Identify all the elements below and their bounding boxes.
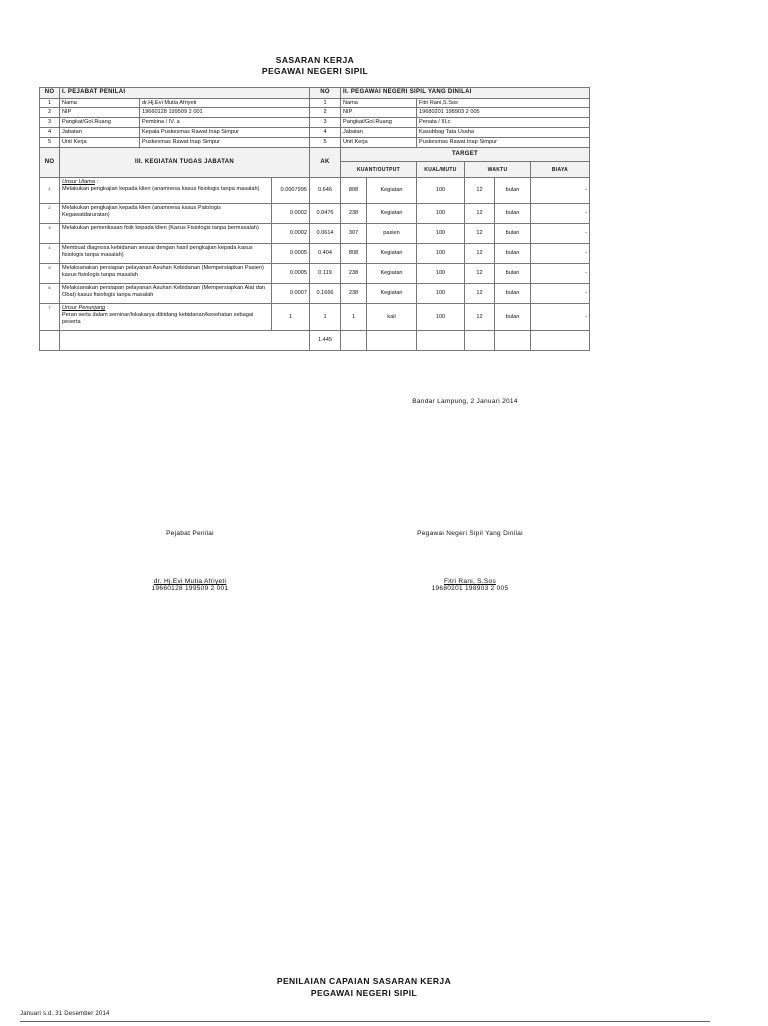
row-no: 2: [40, 204, 60, 224]
row-kuant: 808: [341, 244, 367, 264]
row-kuant: 808: [341, 178, 367, 204]
total-row: [40, 331, 590, 351]
total-empty: [495, 331, 531, 351]
row-kual: 100: [417, 224, 465, 244]
row-ak: 0.1666: [310, 284, 341, 304]
pegawai-dinilai-header: II. PEGAWAI NEGERI SIPIL YANG DINILAI: [341, 88, 590, 99]
row-biaya: -: [531, 204, 590, 224]
row-kuant-unit: Kegiatan: [367, 204, 417, 224]
row-waktu: 12: [465, 304, 495, 331]
row-waktu: 12: [465, 244, 495, 264]
row-waktu-unit: bulan: [495, 264, 531, 284]
left-role: Pejabat Penilai: [166, 530, 214, 537]
kegiatan-row: [40, 284, 590, 304]
penilai-label: NIP: [60, 108, 140, 118]
biaya-header: BIAYA: [531, 162, 590, 178]
row-value: 0.0005: [272, 264, 310, 284]
penilai-label: Pangkat/Gol.Ruang: [60, 118, 140, 128]
row-kual: 100: [417, 264, 465, 284]
identity-row: [40, 128, 590, 138]
target-header: TARGET: [341, 148, 590, 162]
penilai-no: 1: [40, 98, 60, 108]
left-signatory-nip: 19660128 199509 2 001: [151, 585, 229, 592]
row-no: 1: [40, 178, 60, 204]
row-biaya: -: [531, 284, 590, 304]
row-ak: 0.646: [310, 178, 341, 204]
kegiatan-header: III. KEGIATAN TUGAS JABATAN: [60, 148, 310, 178]
kegiatan-row: [40, 178, 590, 204]
dinilai-value: 19680201 198903 2 005: [417, 108, 590, 118]
row-kuant-unit: Kegiatan: [367, 284, 417, 304]
dinilai-no: 2: [310, 108, 341, 118]
kegiatan-row: [40, 224, 590, 244]
dinilai-label: Pangkat/Gol.Ruang: [341, 118, 417, 128]
row-kual: 100: [417, 284, 465, 304]
row-kual: 100: [417, 244, 465, 264]
total-empty: [417, 331, 465, 351]
total-empty: [531, 331, 590, 351]
row-no: 7: [40, 304, 60, 331]
section-header-row: [40, 88, 590, 99]
penilai-value: 19660128 199509 2 001: [140, 108, 310, 118]
row-kuant-unit: Kegiatan: [367, 264, 417, 284]
kegiatan-header-row: [40, 148, 590, 162]
row-no: 5: [40, 264, 60, 284]
row-desc: Melaksanakan persiapan pelayanan Asuhan Kebidanan (Mempersiapkan Pasien) kasus fisiologis tanpa masalah: [60, 264, 272, 284]
row-waktu: 12: [465, 224, 495, 244]
left-signatory: [110, 578, 270, 592]
row-waktu: 12: [465, 178, 495, 204]
row-kuant-unit: kali: [367, 304, 417, 331]
row-waktu: 12: [465, 264, 495, 284]
row-desc: Unsur Penunjang : Peran serta dalam seminar/lokakarya dibidang kebidanan/kesehatan sebagai peserta: [60, 304, 272, 331]
dinilai-value: Puskesmas Rawat Inap Simpur: [417, 138, 590, 148]
dinilai-value: Kasubbag Tata Usaha: [417, 128, 590, 138]
right-signatory: [370, 578, 570, 592]
no2-header: NO: [310, 88, 341, 99]
row-kuant-unit: Kegiatan: [367, 244, 417, 264]
sasaran-kerja-table: [39, 87, 590, 351]
row-kuant: 238: [341, 204, 367, 224]
left-signatory-name: dr. Hj.Evi Mutia Afriyeti: [153, 578, 227, 585]
row-kual: 100: [417, 304, 465, 331]
penilai-no: 4: [40, 128, 60, 138]
row-value: 0.0002: [272, 204, 310, 224]
row-waktu-unit: bulan: [495, 304, 531, 331]
kual-mutu-header: KUAL/MUTU: [417, 162, 465, 178]
dinilai-no: 5: [310, 138, 341, 148]
row-ak: 0.119: [310, 264, 341, 284]
row-waktu: 12: [465, 204, 495, 224]
kegiatan-row: [40, 304, 590, 331]
row-value: 0.0002: [272, 224, 310, 244]
row-waktu: 12: [465, 284, 495, 304]
dinilai-label: NIP: [341, 108, 417, 118]
kegiatan-no-header: NO: [40, 148, 60, 178]
waktu-header: WAKTU: [465, 162, 531, 178]
row-biaya: -: [531, 224, 590, 244]
row-biaya: -: [531, 304, 590, 331]
row-kuant: 1: [341, 304, 367, 331]
pejabat-penilai-header: I. PEJABAT PENILAI: [60, 88, 310, 99]
row-desc: Membuat diagnosa kebidanan sesuai dengan hasil pengkajian kepada kasus fisiologis tanpa masalah): [60, 244, 272, 264]
row-value: 0.0007: [272, 284, 310, 304]
total-empty: [40, 331, 60, 351]
penilai-value: Puskesmas Rawat Inap Simpur: [140, 138, 310, 148]
kuant-output-header: KUANT/OUTPUT: [341, 162, 417, 178]
row-no: 3: [40, 224, 60, 244]
row-kuant: 238: [341, 284, 367, 304]
row-desc: Melakukan pengkajian kepada klien (anamnesa kasus Patologis Kegawatdaruratan): [60, 204, 272, 224]
dinilai-value: Penata / III.c: [417, 118, 590, 128]
penilai-value: Pembina / IV. a: [140, 118, 310, 128]
dinilai-label: Nama: [341, 98, 417, 108]
row-desc: Melaksanakan persiapan pelayanan Asuhan Kebidanan (Mempersiapkan Alat dan Obat) kasus fisiologis tanpa masalah: [60, 284, 272, 304]
ak-header: AK: [310, 148, 341, 178]
dinilai-label: Jabatan: [341, 128, 417, 138]
row-desc: Unsur Utama : Melakukan pengkajian kepada klien (anamnesa kasus fisiologis tanpa masalah): [60, 178, 272, 204]
dinilai-label: Unit Kerja: [341, 138, 417, 148]
row-kuant-unit: Kegiatan: [367, 178, 417, 204]
row-biaya: -: [531, 244, 590, 264]
total-empty: [60, 331, 310, 351]
row-desc-text: Peran serta dalam seminar/lokakarya dibidang kebidanan/kesehatan sebagai peserta: [62, 312, 254, 326]
row-ak: 0.0614: [310, 224, 341, 244]
row-waktu-unit: bulan: [495, 178, 531, 204]
footer-title: PENILAIAN CAPAIAN SASARAN KERJA: [276, 976, 452, 986]
no-header: NO: [40, 88, 60, 99]
row-biaya: -: [531, 178, 590, 204]
row-biaya: -: [531, 264, 590, 284]
penilai-label: Jabatan: [60, 128, 140, 138]
row-ak: 0.0476: [310, 204, 341, 224]
row-value: 1: [272, 304, 310, 331]
row-kuant: 238: [341, 264, 367, 284]
row-waktu-unit: bulan: [495, 224, 531, 244]
right-signatory-name: Fitri Rani, S.Sos: [443, 578, 497, 585]
total-ak: 1.445: [310, 331, 341, 351]
total-empty: [465, 331, 495, 351]
row-ak: 0.404: [310, 244, 341, 264]
row-waktu-unit: bulan: [495, 244, 531, 264]
row-kual: 100: [417, 204, 465, 224]
dinilai-no: 3: [310, 118, 341, 128]
right-role: Pegawai Negeri Sipil Yang Dinilai: [417, 530, 523, 537]
penilai-value: Kepala Puskesmas Rawat Inap Simpur: [140, 128, 310, 138]
row-desc: Melakukan pemeriksaan fisik kepada klien (Kasus Fisiologis tanpa bermasalah): [60, 224, 272, 244]
penilai-value: dr.Hj.Evi Mutia Afriyeti: [140, 98, 310, 108]
doc-subtitle: PEGAWAI NEGERI SIPIL: [261, 66, 369, 76]
row-value: 0.0007995: [272, 178, 310, 204]
penilai-no: 3: [40, 118, 60, 128]
row-desc-text: Melakukan pengkajian kepada klien (anamnesa kasus fisiologis tanpa masalah): [62, 186, 260, 193]
identity-row: [40, 108, 590, 118]
period-text: Januari s.d. 31 Desember 2014: [20, 1011, 110, 1017]
row-kuant-unit: pasien: [367, 224, 417, 244]
doc-title: SASARAN KERJA: [275, 55, 355, 65]
unsur-utama-label: Unsur Utama: [62, 179, 95, 186]
right-signatory-nip: 19680201 198903 2 005: [431, 585, 509, 592]
row-kual: 100: [417, 178, 465, 204]
unsur-penunjang-label: Unsur Penunjang: [62, 305, 106, 312]
total-empty: [367, 331, 417, 351]
row-no: 6: [40, 284, 60, 304]
kegiatan-row: [40, 244, 590, 264]
dinilai-no: 4: [310, 128, 341, 138]
row-ak: 1: [310, 304, 341, 331]
row-kuant: 307: [341, 224, 367, 244]
row-waktu-unit: bulan: [495, 204, 531, 224]
row-no: 4: [40, 244, 60, 264]
identity-row: [40, 98, 590, 108]
identity-row: [40, 118, 590, 128]
row-waktu-unit: bulan: [495, 284, 531, 304]
row-value: 0.0005: [272, 244, 310, 264]
place-date: Bandar Lampung, 2 Januari 2014: [412, 398, 518, 405]
penilai-label: Nama: [60, 98, 140, 108]
penilai-label: Unit Kerja: [60, 138, 140, 148]
identity-row: [40, 138, 590, 148]
dinilai-value: Fitri Rani,S.Sos: [417, 98, 590, 108]
footer-subtitle: PEGAWAI NEGERI SIPIL: [310, 988, 418, 998]
penilai-no: 5: [40, 138, 60, 148]
penilai-no: 2: [40, 108, 60, 118]
dinilai-no: 1: [310, 98, 341, 108]
kegiatan-row: [40, 204, 590, 224]
total-empty: [341, 331, 367, 351]
kegiatan-row: [40, 264, 590, 284]
